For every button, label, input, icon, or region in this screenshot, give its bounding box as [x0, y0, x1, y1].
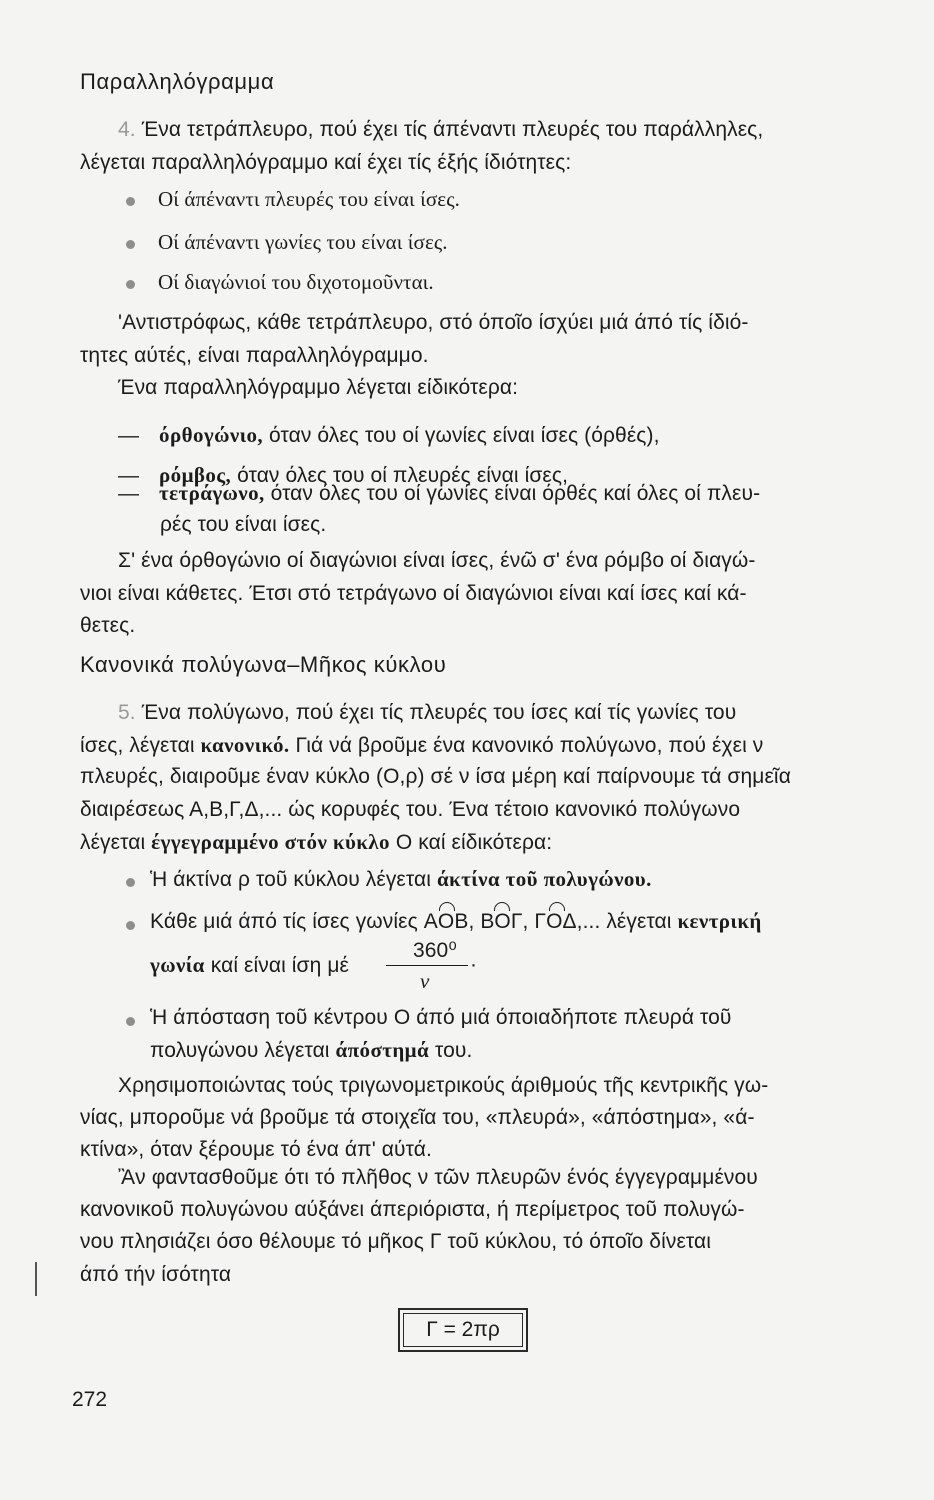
property-3: Οί διαγώνιοί του διχοτομοῦνται. — [158, 270, 434, 294]
paragraph-5-line-3: πλευρές, διαιροῦμε έναν κύκλο (Ο,ρ) σέ ν ίσα μέρη καί παίρνουμε τά σημεῖα — [80, 765, 791, 788]
paragraph-4-line-2: λέγεται παραλληλόγραμμο καί έχει τίς έξής ίδιότητες: — [80, 151, 572, 174]
formula-box — [398, 1308, 528, 1352]
bullet-dot — [126, 921, 135, 930]
paragraph-4-line-1: 4. Ένα τετράπλευρο, πού έχει τίς άπέναντι πλευρές του παράλληλες, — [118, 118, 764, 141]
angle-god: ΓOΔ — [534, 910, 577, 933]
margin-mark — [35, 1262, 37, 1296]
special-case-square-line-2: ρές του είναι ίσες. — [160, 513, 327, 536]
special-intro: Ένα παραλληλόγραμμο λέγεται είδικότερα: — [118, 376, 519, 399]
trig-line-1: Χρησιμοποιώντας τούς τριγωνομετρικούς άριθμούς τῆς κεντρικῆς γω- — [118, 1074, 769, 1097]
apothem-line-2: πολυγώνου λέγεται άπόστημά του. — [150, 1038, 473, 1062]
converse-line-1: 'Αντιστρόφως, κάθε τετράπλευρο, στό όποῖο ίσχύει μιά άπό τίς ίδιό- — [118, 311, 749, 334]
circumference-formula: Γ = 2πρ — [403, 1313, 523, 1347]
property-1: Οί άπέναντι πλευρές του είναι ίσες. — [158, 187, 460, 211]
special-case-rectangle: — όρθογώνιο, όταν όλες του οί γωνίες είναι ίσες (όρθές), — [118, 423, 660, 447]
fraction-end-mark: · — [470, 953, 478, 976]
apothem-line-1: Ἡ άπόσταση τοῦ κέντρου Ο άπό μιά όποιαδήποτε πλευρά τοῦ — [150, 1006, 732, 1029]
fraction-denominator: ν — [420, 969, 430, 993]
angle-aob: AOB — [423, 910, 469, 933]
limit-line-3: νου πλησιάζει όσο θέλουμε τό μῆκος Γ τοῦ κύκλου, τό όποῖο δίνεται — [80, 1230, 712, 1253]
diagonals-line-1: Σ' ένα όρθογώνιο οί διαγώνιοι είναι ίσες, ένῶ σ' ένα ρόμβο οί διαγώ- — [118, 549, 756, 572]
paragraph-number: 5. — [118, 701, 136, 724]
paragraph-5-line-2: ίσες, λέγεται κανονικό. Γιά νά βροῦμε ένα κανονικό πολύγωνο, πού έχει ν — [80, 733, 764, 757]
paragraph-5-line-5: λέγεται έγγεγραμμένο στόν κύκλο Ο καί είδικότερα: — [80, 830, 553, 854]
property-2: Οί άπέναντι γωνίες του είναι ίσες. — [158, 230, 448, 254]
paragraph-number: 4. — [118, 118, 136, 141]
bullet-dot — [126, 280, 135, 289]
fraction-bar — [386, 965, 468, 966]
trig-line-3: κτίνα», όταν ξέρουμε τό ένα άπ' αύτά. — [80, 1138, 432, 1161]
diagonals-line-2: νιοι είναι κάθετες. Έτσι στό τετράγωνο οί διαγώνιοι είναι καί ίσες καί κά- — [80, 582, 747, 605]
page-number: 272 — [72, 1388, 108, 1411]
paragraph-5-line-4: διαιρέσεως Α,Β,Γ,Δ,... ώς κορυφές του. Ένα τέτοιο κανονικό πολύγωνο — [80, 798, 741, 821]
bullet-dot — [126, 878, 135, 887]
converse-line-2: τητες αύτές, είναι παραλληλόγραμμο. — [80, 344, 429, 367]
central-angle-definition: Κάθε μιά άπό τίς ίσες γωνίες AOB, BOΓ, ΓOΔ,... λέγεται κεντρική — [150, 909, 762, 933]
central-angle-line-2: γωνία καί είναι ίση μέ — [150, 953, 349, 977]
special-case-rhombus: — ρόμβος, όταν όλες του οί πλευρές είναι ίσες, — [118, 463, 569, 487]
fraction-numerator: 360⁰ — [413, 939, 457, 962]
bullet-dot — [126, 197, 135, 206]
paragraph-5-line-1: 5. Ένα πολύγωνο, πού έχει τίς πλευρές του ίσες καί τίς γωνίες του — [118, 701, 737, 724]
limit-line-2: κανονικοῦ πολυγώνου αύξάνει άπεριόριστα, ή περίμετρος τοῦ πολυγώ- — [80, 1198, 745, 1221]
bullet-dot — [126, 240, 135, 249]
special-case-square-line-1: — τετράγωνο, όταν όλες του οί γωνίες είναι όρθές καί όλες οί πλευ- — [118, 481, 761, 505]
section-title-regular-polygons: Κανονικά πολύγωνα–Μῆκος κύκλου — [80, 652, 447, 677]
trig-line-2: νίας, μποροῦμε νά βροῦμε τά στοιχεῖα του, «πλευρά», «άπόστημα», «ά- — [80, 1106, 755, 1129]
limit-line-1: Ἂν φαντασθοῦμε ότι τό πλῆθος ν τῶν πλευρῶν ένός έγγεγραμμένου — [118, 1166, 758, 1189]
diagonals-line-3: θετες. — [80, 614, 136, 637]
limit-line-4: άπό τήν ίσότητα — [80, 1263, 232, 1286]
angle-bog: BOΓ — [480, 910, 523, 933]
polygon-radius-definition: Ἡ άκτίνα ρ τοῦ κύκλου λέγεται άκτίνα τοῦ πολυγώνου. — [150, 867, 652, 891]
section-title-parallelogram: Παραλληλόγραμμα — [80, 69, 275, 94]
bullet-dot — [126, 1017, 135, 1026]
